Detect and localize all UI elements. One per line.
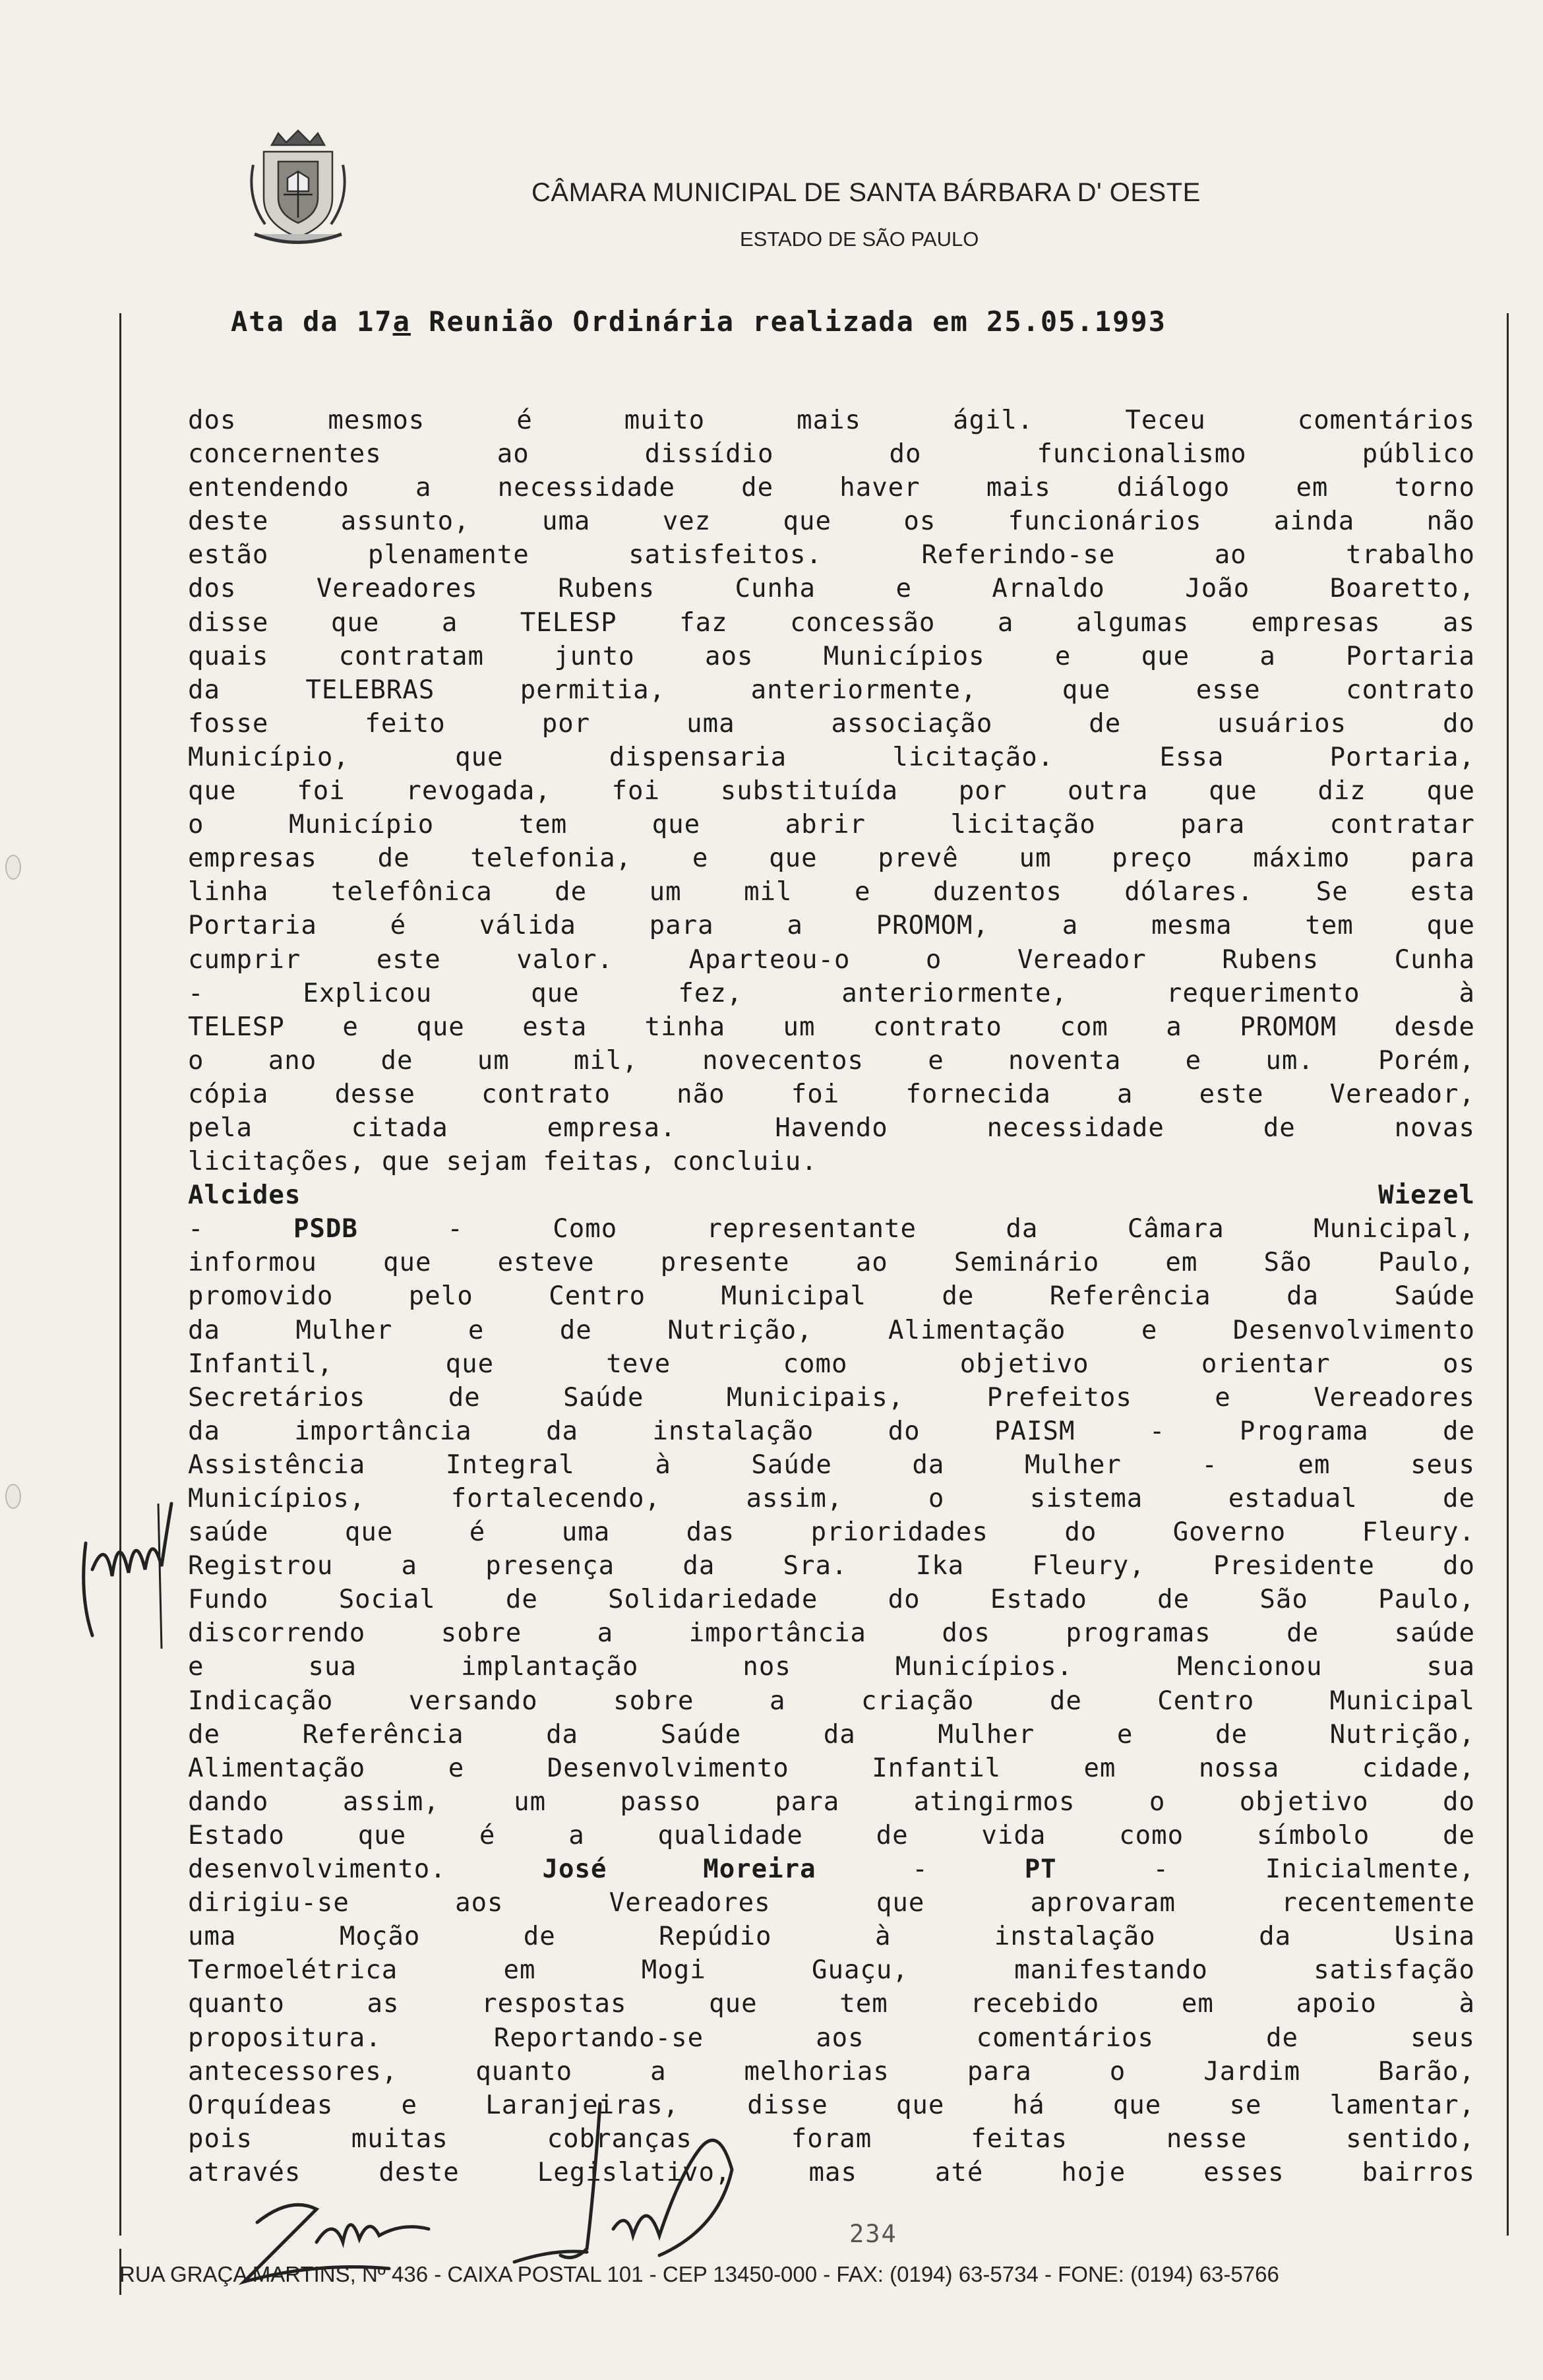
text-line: Infantil, que teve como objetivo orientar os — [188, 1349, 1475, 1379]
text-line — [188, 1178, 1475, 1212]
text-line: licitações, que sejam feitas, concluiu. — [188, 1147, 818, 1177]
text-line: Municípios, fortalecendo, assim, o sistema estadual de — [188, 1484, 1475, 1513]
text-line: Assistência Integral à Saúde da Mulher - em seus — [188, 1449, 1475, 1480]
state-name: ESTADO DE SÃO PAULO — [740, 228, 979, 251]
text-line: Indicação versando sobre a criação de Centro Municipal — [188, 1686, 1475, 1716]
text-line: deste assunto, uma vez que os funcionários ainda não — [188, 506, 1475, 537]
text-fragment: desenvolvimento. — [188, 1854, 446, 1885]
text-line: discorrendo sobre a importância dos programas de saúde — [188, 1618, 1475, 1649]
left-margin-rule — [119, 313, 121, 2236]
text-line: Registrou a presença da Sra. Ika Fleury, Presidente do — [188, 1551, 1475, 1581]
right-margin-rule — [1507, 313, 1509, 2236]
punch-hole — [5, 1484, 21, 1509]
page-title — [231, 305, 1166, 338]
minutes-body — [188, 404, 1475, 2189]
text-line: propositura. Reportando-se aos comentários de seus — [188, 2023, 1475, 2053]
speaker-name: José Moreira — [542, 1854, 816, 1885]
text-line: dos mesmos é muito mais ágil. Teceu comentários — [188, 406, 1475, 435]
signature-2 — [501, 2097, 778, 2282]
text-line: dos Vereadores Rubens Cunha e Arnaldo João Boaretto, — [188, 574, 1475, 604]
speaker-name: Alcides Wiezel — [188, 1180, 1475, 1211]
title-suffix: Reunião Ordinária realizada em 25.05.1993 — [410, 305, 1166, 338]
text-line: Orquídeas e Laranjeiras, disse que há que se lamentar, — [188, 2090, 1475, 2120]
text-line: - PSDB - Como representante da Câmara Municipal, — [188, 1214, 1475, 1244]
text-line: Portaria é válida para a PROMOM, a mesma tem que — [188, 911, 1475, 941]
organization-name: CÂMARA MUNICIPAL DE SANTA BÁRBARA D' OESTE — [531, 178, 1201, 207]
text-line: promovido pelo Centro Municipal de Referência da Saúde — [188, 1281, 1475, 1312]
text-fragment: Inicialmente, — [1265, 1854, 1475, 1885]
municipal-crest-icon — [245, 125, 351, 251]
text-line: o ano de um mil, novecentos e noventa e um. Porém, — [188, 1045, 1475, 1076]
text-line: desenvolvimento. José Moreira - PT - Inicialmente, — [188, 1854, 1475, 1885]
title-ordinal: a — [392, 305, 411, 338]
text-line: que foi revogada, foi substituída por outra que diz que — [188, 776, 1475, 807]
text-line: TELESP e que esta tinha um contrato com a PROMOM desde — [188, 1012, 1475, 1042]
text-line: da importância da instalação do PAISM - Programa de — [188, 1416, 1475, 1446]
text-line: cópia desse contrato não foi fornecida a este Vereador, — [188, 1079, 1475, 1109]
text-line: quanto as respostas que tem recebido em apoio à — [188, 1989, 1475, 2019]
text-line: da Mulher e de Nutrição, Alimentação e Desenvolvimento — [188, 1315, 1475, 1345]
title-prefix: Ata da 17 — [231, 305, 393, 338]
text-line: fosse feito por uma associação de usuários do — [188, 708, 1475, 739]
text-line: de Referência da Saúde da Mulher e de Nutrição, — [188, 1719, 1475, 1750]
text-line: da TELEBRAS permitia, anteriormente, que esse contrato — [188, 675, 1475, 705]
text-line: quais contratam junto aos Municípios e que a Portaria — [188, 641, 1475, 671]
text-line: Município, que dispensaria licitação. Essa Portaria, — [188, 742, 1475, 772]
text-line: pela citada empresa. Havendo necessidade de novas — [188, 1113, 1475, 1143]
text-fragment: Como representante da Câmara Municipal, — [553, 1214, 1475, 1244]
text-line: cumprir este valor. Aparteou-o o Vereador Rubens Cunha — [188, 944, 1475, 975]
text-line: Alimentação e Desenvolvimento Infantil em nossa cidade, — [188, 1753, 1475, 1783]
footer-address: RUA GRAÇA MARTINS, Nº 436 - CAIXA POSTAL 101 - CEP 13450-000 - FAX: (0194) 63-5734 - FONE: (0194) 63-5766 — [119, 2262, 1279, 2286]
text-line: linha telefônica de um mil e duzentos dólares. Se esta — [188, 877, 1475, 907]
text-line: - Explicou que fez, anteriormente, requerimento à — [188, 978, 1475, 1008]
margin-initials-signature — [66, 1490, 185, 1649]
text-line: concernentes ao dissídio do funcionalismo público — [188, 439, 1475, 470]
text-line: informou que esteve presente ao Seminário em São Paulo, — [188, 1248, 1475, 1278]
text-line: o Município tem que abrir licitação para contratar — [188, 810, 1475, 840]
text-line: Secretários de Saúde Municipais, Prefeitos e Vereadores — [188, 1382, 1475, 1413]
text-line: uma Moção de Repúdio à instalação da Usina — [188, 1922, 1475, 1952]
text-line: dirigiu-se aos Vereadores que aprovaram recentemente — [188, 1888, 1475, 1918]
page-number: 234 — [849, 2220, 897, 2248]
text-line: estão plenamente satisfeitos. Referindo-se ao trabalho — [188, 540, 1475, 570]
text-line: pois muitas cobranças foram feitas nesse sentido, — [188, 2123, 1475, 2154]
text-line: antecessores, quanto a melhorias para o Jardim Barão, — [188, 2056, 1475, 2087]
text-line: Fundo Social de Solidariedade do Estado de São Paulo, — [188, 1585, 1475, 1615]
text-line: entendendo a necessidade de haver mais diálogo em torno — [188, 473, 1475, 503]
speaker-party: PSDB — [293, 1214, 358, 1244]
punch-hole — [5, 855, 21, 880]
text-line: Estado que é a qualidade de vida como símbolo de — [188, 1820, 1475, 1850]
text-line: através deste Legislativo, mas até hoje esses bairros — [188, 2157, 1475, 2187]
text-line: e sua implantação nos Municípios. Mencionou sua — [188, 1652, 1475, 1682]
text-line: saúde que é uma das prioridades do Governo Fleury. — [188, 1517, 1475, 1548]
speaker-party: PT — [1024, 1854, 1057, 1885]
text-line: empresas de telefonia, e que prevê um preço máximo para — [188, 843, 1475, 874]
text-line: Termoelétrica em Mogi Guaçu, manifestando satisfação — [188, 1955, 1475, 1986]
text-line: disse que a TELESP faz concessão a algumas empresas as — [188, 607, 1475, 638]
text-line: dando assim, um passo para atingirmos o objetivo do — [188, 1786, 1475, 1817]
